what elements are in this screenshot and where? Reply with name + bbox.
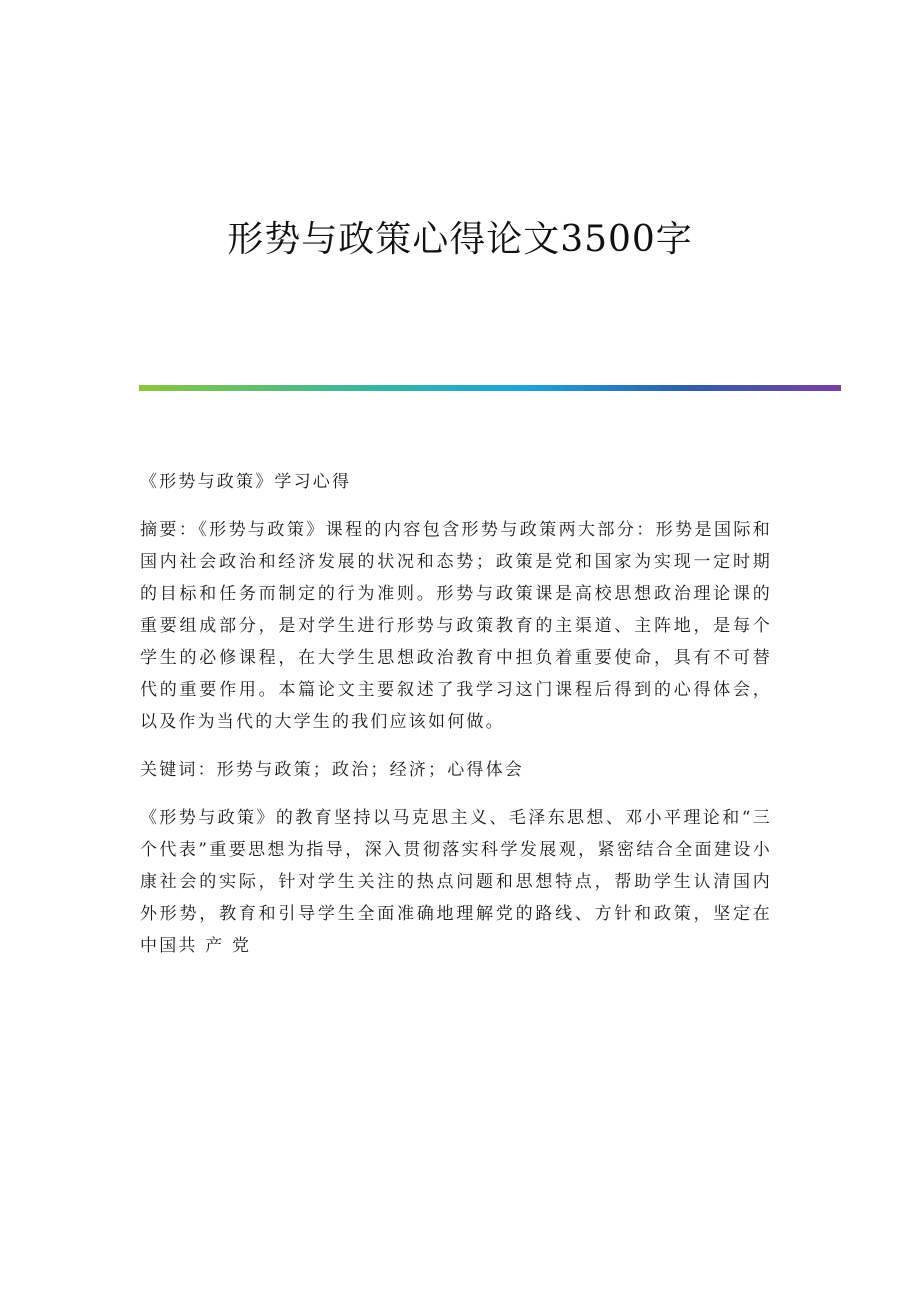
document-title: 形势与政策心得论文3500字 xyxy=(227,219,693,260)
section-heading: 《形势与政策》学习心得 xyxy=(140,472,352,492)
title-divider-rule xyxy=(139,385,841,391)
keywords-line: 关键词：形势与政策；政治；经济；心得体会 xyxy=(140,760,524,780)
body-paragraph: 《形势与政策》的教育坚持以马克思主义、毛泽东思想、邓小平理论和“三个代表”重要思想为指导，深入贯彻落实科学发展观，紧密结合全面建设小康社会的实际，针对学生关注的热点问题和思想特点，帮助学生认清国内外形势，教育和引导学生全面准确地理解党的路线、方针和政策，坚定在中国共 产 党 xyxy=(140,808,772,956)
abstract-paragraph: 摘要：《形势与政策》课程的内容包含形势与政策两大部分：形势是国际和国内社会政治和经济发展的状况和态势；政策是党和国家为实现一定时期的目标和任务而制定的行为准则。形势与政策课是高校思想政治理论课的重要组成部分，是对学生进行形势与政策教育的主渠道、主阵地，是每个学生的必修课程，在大学生思想政治教育中担负着重要使命，具有不可替代的重要作用。本篇论文主要叙述了我学习这门课程后得到的心得体会，以及作为当代的大学生的我们应该如何做。 xyxy=(140,520,772,732)
document-body xyxy=(140,466,772,978)
